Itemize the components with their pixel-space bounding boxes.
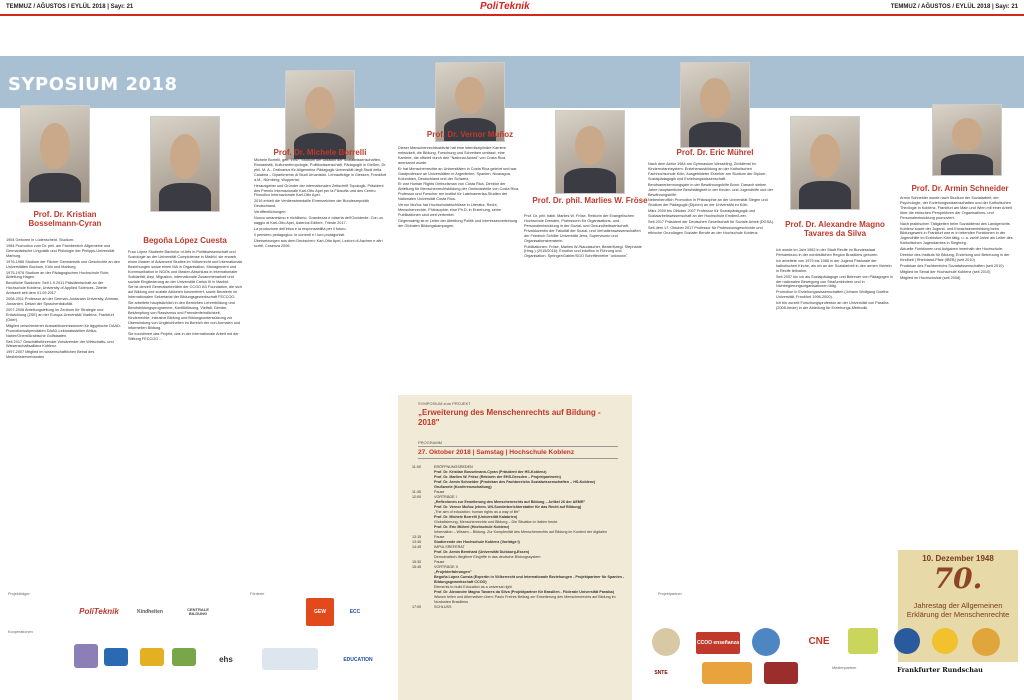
- program-time: [412, 575, 434, 585]
- logo-education: EDUCATION: [343, 656, 373, 663]
- program-description: Prof. Dr. Kristian Bosselmann-Cyran (Präsident der HS-Koblenz): [434, 469, 547, 474]
- logo-kindheiten: Kindheiten: [137, 608, 163, 615]
- speaker-photo: [555, 110, 625, 194]
- program-description: Prof. Dr. Vernor Muñoz (ehem. UN-Sonderberichterstatter für das Recht auf Bildung): [434, 504, 582, 509]
- logo-mark: [172, 648, 196, 666]
- program-description: Prof. Dr. Armin Bernhard (Universität Duisburg-Essen): [434, 549, 530, 554]
- logo-mark: [702, 662, 752, 684]
- program-row: [412, 605, 626, 610]
- program-time: 17:00: [412, 604, 422, 609]
- masthead-logo: PoliTeknik: [480, 1, 530, 12]
- speaker-bio: Prof. Dr. phil. habil. Marlies W. Fröse, Rektorin der Evangelischen Hochschule Dresden, Professorin für Organisations- und Personalentwicklung in der Sozial- und Gesundheitswirtschaft, Privatdozentin der Fakultät der Sozial- und Verhaltenswissenschaften der Friedrich Schiller Universität Jena, Supervisorin und Organisationsberaterin. Publikationen: Fröse, Marlies W./Naudascher, Beate/Kaegi, Stephanie (Hrsg.) (2015/2016): Emotion und Intuition in Führung und Organisation. Springer/Gabler/SGO Schriftenreihe "unknown".: [524, 214, 642, 259]
- partner-label: Projektpartner: [658, 592, 682, 596]
- program-time: 14:45: [412, 544, 422, 549]
- logo-gew: GEW: [306, 598, 334, 626]
- logo-ccoo: CCOO enseñanza: [696, 632, 740, 654]
- speaker-photo: [150, 116, 220, 212]
- program-time: [412, 595, 434, 605]
- logo-mark: [74, 644, 98, 668]
- logo-mark: [652, 628, 680, 656]
- logo-mark: [894, 628, 920, 654]
- logo-ehs: ehs: [219, 655, 233, 664]
- anniversary-number: 70.: [933, 562, 983, 595]
- program-description: ERÖFFNUNGSREDEN: [434, 465, 473, 469]
- banner: [0, 56, 1024, 108]
- speaker-bio: Ich wurde im Jahr 1962 in der Stadt Recife im Bundesstaat Pernambuco in der nordöstlichen Region Brasiliens geboren. Ich arbeitete von 1979 bis 1985 in der Jugend Pastorale der katholischen Kirche, als ich an der Sozialarbeit in den armen Vierteln in Recife teilnahm. Seit 2007 bin ich als Sozialpädagoge und Betreuer von Pädagogen in der nationalen Bewegung von Straßenkindern und in Nichtregierungsorganisationen tätig. Promotion in Erziehungswissenschaften (Johann Wolfgang Goethe Universität, Frankfurt 1996-2000). Ich bin zurzeit Forschungsprofessor an der Universität von Paraíba (2008-heute) in der Abteilung für Erziehungs-Methodik.: [776, 248, 893, 311]
- speaker-name: Begoña López Cuesta: [143, 236, 227, 245]
- program-description: SCHLUSS: [434, 604, 452, 609]
- program-row: [412, 595, 626, 605]
- program-time: 15:30: [412, 559, 422, 564]
- program-row: [412, 575, 626, 585]
- logo-mark: [848, 628, 878, 654]
- speaker-photo: [285, 70, 355, 160]
- program-description: VORTRÄGE I: [434, 494, 457, 499]
- program-time: 11:00: [412, 465, 421, 469]
- logo-cne: CNE: [808, 636, 830, 647]
- program-description: Elements to build Education as a universal right: [434, 584, 512, 589]
- speaker-bio: Nach dem Abitur 1984 am Gymnasium Wesseling, Zivildienst im Kindernotarztsystem. Erzieherausbildung an der Katholischen Fachhochschule Köln, Ausgebildeter Erzieher am Studium der Diplom-Sozialpädagogik und Erziehungswissenschaft. Berufsanerkennungsjahr in der Bewährungshilfe Bonn. Danach sieben Jahre hauptamtliche Berufstätigkeit in der Kinder- und Jugendhilfe und der Bewährungshilfe. Nebenberuflich Promotion in Philosophie an der Universität Siegen und Studium der Pädagogik (Diplom) an der Universität zu Köln. März 2000 bis Oktober 2007 Professor für Sozialpädagogik und Sozialarbeitswissenschaft an der Hochschule Emden/Leer. Seit 2017 Präsident der Deutschen Gesellschaft für Soziale Arbeit (DGSA). Seit dem 17. Oktober 2017 Professor für Professionsgeschichte und ethische Grundlagen Sozialer Berufe an der Hochschule Koblenz.: [648, 162, 774, 235]
- sponsor-label: Projektträger: [8, 592, 30, 596]
- speaker-name: Prof. Dr. Armin Schneider: [911, 184, 1009, 193]
- program-time: 15:45: [412, 564, 422, 569]
- speaker-photo: [20, 105, 90, 203]
- program-description: VORTRÄGE II: [434, 564, 458, 569]
- program-description: Prof. Dr. Michele Borrelli (Universität Kalabrien): [434, 514, 518, 519]
- media-label: Medienpartner: [832, 666, 857, 670]
- program-description: Prof. Dr. Armin Schneider (Prodekan des Fachbereichs Sozialwissenschaften – HS-Koblenz): [434, 479, 596, 484]
- logo-politeknik: PoliTeknik: [79, 607, 119, 616]
- program-description: Demokratisch-Illegitime Eingriffe in das deutsche Bildungssystem: [434, 554, 541, 559]
- program-date: 27. Oktober 2018 | Samstag | Hochschule Koblenz: [418, 446, 618, 459]
- page-header: [0, 0, 1024, 14]
- speaker-bio: Armin Schneider wurde nach Studium der Sozialarbeit, der Psychologie, der Erziehungswissenschaften und der Katholischen Theologie in Koblenz, Frankfurt am Main und Wien mit einer Arbeit über die ethischen Perspektiven der Organisations- und Personalentwicklung promoviert. Nach praktischen Tätigkeiten beim Sozialdienst des Landgerichts Koblenz sowie der Jugend- und Erwachsenenbildung beim Bildungswerk in Frankfurt war er in leitenden Funktionen in der Jugendhilfe im Erzbistum Köln tätig, u. a. zwölf Jahre als Leiter des Katholischen Jugendamtes in Siegburg. Aktuelle Funktionen und Aufgaben innerhalb der Hochschule: Direktor des Instituts für Bildung, Erziehung und Betreuung in der Kindheit | Rheinland-Pfalz (IBEB) (seit 2010) Prodekan des Fachbereichs Sozialwissenschaften (seit 2010) Mitglied im Senat der Hochschule Koblenz (seit 2010) Mitglied im Hochschulrat (seit 2008): [900, 196, 1013, 280]
- program-description: Pause: [434, 559, 445, 564]
- speaker-bio: Frau López Studierte Bachelor of Arts in Politikwissenschaft und Soziologie an der Universität Complutense in Madrid, sie erwarb einen Master of Advanced Studies im Völkerrecht und Internationale Beziehungen sowie einen MA in Organisation, Management und Kommunikation in NGOs und Master-Abschluss in internationaler Solidarität, Asyl, Migration, Internationale Zusammenarbeit und soziale Eingliederung an der Universität Carlos III in Madrid. Sie ist derzeit Generalsekretärin der CCOO AS Foundation, die sich auf Bildung und soziale Aktionen konzentriert, sowie Beraterin im Internationalen Sekretariat der Bildungsgewerkschaft FECCOO. Sie arbeitete hauptsächlich in den Bereichen Lehrerbildung und Berufsbildungsprogramme, Konfliktlösung, Vielfalt, Gender, Bekämpfung von Rassismus und Fremdenfeindlichkeit, Kinderrechte, inklusive Bildung und Bildungsunterstützung zur Überwindung von Ungleichheiten im Bereich der non-formalen und informellen Bildung. Sie koordiniert das Projekt, das in der Internationale Arbeit mit der Stiftung FECCOO ...: [128, 250, 243, 341]
- program-description: Prof. Dr. Eric Mührel (Hochschule Koblenz): [434, 524, 510, 529]
- program-time: 13:15: [412, 534, 422, 539]
- program-description: Pause: [434, 489, 445, 494]
- logo-snte: SNTE: [654, 669, 668, 676]
- anniversary-text: Jahrestag der Allgemeinen Erklärung der Menschenrechte: [906, 601, 1010, 619]
- program-time: 12:00: [412, 494, 422, 499]
- banner-title: SYPOSIUM 2018: [8, 74, 178, 95]
- speaker-name: Prof. Dr. Kristian Bosselmann-Cyran: [28, 210, 102, 229]
- header-rule: [0, 14, 1024, 16]
- program-title: „Erweiterung des Menschenrechts auf Bildung - 2018": [418, 408, 601, 427]
- logo-mark: [764, 662, 798, 684]
- logo-mark: [104, 648, 128, 666]
- program-description: Wissen teilen und Alternativen üben: Paulo Freires Beitrag zur Erweiterung des Menschenrechts auf Bildung im Nordosten Brasiliens: [434, 594, 616, 604]
- program-description: „Projekterfahrungen": [434, 569, 472, 574]
- program-description: Pause: [434, 534, 445, 539]
- speaker-photo: [932, 104, 1002, 176]
- logo-mark: [972, 628, 1000, 656]
- cooperation-label: Kooperationen: [8, 630, 33, 634]
- speaker-bio: 1954 Geboren in Lüdenscheid. Studium: 1984 Promotion zum Dr. phil. am Fachbereich Allgemeine und Germanistische Linguistik und Philologie der Philipps-Universität Marburg. 1976-1986 Studium der Fächer Germanistik und Geschichte an den Universitäten Bochum, Köln und Marburg. 1975-1976 Studium an der Pädagogischen Hochschule Ruhr, Abteilung Hagen. Berufliche Stationen: Seit 1.9.2011 Präsidentschaft an der Hochschule Koblenz, University of Applied Sciences. Zweite Amtszeit seit dem 01.09.2017 2008-2011 Professur an der German-Jordanian University, Amman, Jordanien. Dekan der Sprachenfakultät. 2007-2008 Abteilungsleitung im Zentrum für Strategie und Entwicklung (ZSE) an der Europa-Universität Viadrina, Frankfurt (Oder). Mitglied verschiedener Auswahlkommissionen für ägyptische DAAD-Promotionsstipendiaten DAAD-Lektoratsstellen Afrika-Naher/Orient/Arabische Golfstaaten. Seit 2017 Geschäftsführender Vorsitzender der Wirtschafts- und Wissenschaftsallianz Koblenz. 1997-2007 Mitglied im wissenschaftlichen Beirat des Medizinisterverbandes: [6, 238, 122, 360]
- speaker-name: Prof. Dr. phil. Marlies W. Fröse: [532, 196, 648, 205]
- logo-ecc: ECC: [349, 608, 361, 615]
- header-right-date: TEMMUZ / AĞUSTOS / EYLÜL 2018 | Sayı: 21: [890, 4, 1018, 10]
- logo-mark: [140, 648, 164, 666]
- partner-logos-left: [0, 592, 398, 700]
- program-description: Information – Wissen – Bildung. Zur Komplexität des Menschenrechts auf Bildung im Kontext der digitalen: [434, 529, 607, 534]
- program-description: Globalisierung, Menschenrechte und Bildung – Die Situation in Italien heute: [434, 519, 558, 524]
- logo-mark: [932, 628, 958, 654]
- logo-mark: [262, 648, 318, 670]
- program-description: „The aim of education: human rights as a way of life": [434, 509, 520, 514]
- logo-centrale: CENTRALE BILDUNG: [187, 607, 209, 616]
- program-description: Studierende der Hochschule Koblenz (Vorträge I): [434, 539, 520, 544]
- program-description: Prof. Dr. Marlies W. Fröse (Rektorin der EHS-Dresden – Projektpartnerin): [434, 474, 561, 479]
- program-description: „Reflexionen zur Erweiterung des Menschenrechts auf Bildung – Artikel 26 der AEMR": [434, 499, 586, 504]
- speaker-name: Prof. Dr. Vernor Muñoz: [426, 130, 514, 139]
- speaker-name: Prof. Dr. Michele Borrelli: [273, 148, 367, 157]
- program-description: Prof. Dr. Alexandre Magno Tavares da Silva (Projektpartner für Brasilien - Föderale Universität Paraíba): [434, 589, 614, 594]
- program-time: 11:45: [412, 489, 421, 494]
- program-description: Grußworte (Konferenzschaltung): [434, 484, 492, 489]
- program-subheading: PROGRAMM: [418, 440, 442, 445]
- speaker-bio: Michele Borrelli, geb. 1947, Studium der Didaktik der Sozialwissenschaften, Romanistik, Kulturanthropologie, Politikwissenschaft, Pädagogik in Gießen, Dr. phil. M. A., Ordinarius für Allgemeine Pädagogik Universität degli Studi della Calabria – Dipartimento di Studi Umanistici. Lehraufträge in Giessen, Frankfurt a.M., Nürnberg, Wuppertal. Herausgeber und Gründer der internationalen Zeitschrift Topologik. Präsident des Premio Internazionale Karl-Otto Apel per la Filosofia und des Centro Filosofico Internazionale Karl-Otto Apel. 2016 erhielt die Verdienstmedaille Ehrenzeichen der Bundesrepublik Deutschland. Veröffentlichungen: Nuovo umanesimo e nichilismo. Grandezza e miseria dell'Occidente. Con un saggio di Karl-Otto Apel, Asterios Editore, Trieste 2017. La produzione dell'etica e la responsabilità per il futuro. Il pensiero pedagogico: le correnti e i loro protagonisti. Übersetzungen aus dem Deutschen: Karl-Otto Apel, Lezioni di Aachen e altri scritti, Cosenza 2006.: [254, 158, 387, 248]
- program-description: IMPULSREFERAT: [434, 544, 465, 549]
- anniversary-date: 10. Dezember 1948: [922, 554, 994, 563]
- funder-label: Förderer: [250, 592, 265, 596]
- program-time: 13:45: [412, 539, 422, 544]
- logo-frankfurter-rundschau: Frankfurter Rundschau: [897, 665, 983, 674]
- logo-mark: [752, 628, 780, 656]
- program-box: [398, 395, 632, 700]
- program-description: Begoña López Cuesta (Expertin in Völkerrecht und Internationale Beziehungen - Projektpartner für Spanien - Bildungsgewerkschaft CCOO): [434, 574, 625, 584]
- speaker-photo: [680, 62, 750, 148]
- header-left-date: TEMMUZ / AĞUSTOS / EYLÜL 2018 | Sayı: 21: [6, 4, 134, 10]
- partner-logos-right: [632, 592, 1024, 700]
- speaker-name: Prof. Dr. Alexandre Magno Tavares da Silva: [785, 220, 885, 239]
- program-list: [412, 465, 626, 610]
- speaker-photo: [790, 116, 860, 210]
- speaker-bio: Dieser Menschenrechtsaktivist hat eine interdisziplinäre Karriere entwickelt, die Bildung, Forschung und Schreiben umfasst, eine Karriere, die offiziell durch den "National Award" von Costa Rica anerkannt wurde. Er hat Menschenrechte an Universitäten in Costa Rica gelehrt und war Gastprofessor an Universitäten in Argentinien, Spanien, Nicaragua, Kolumbien, Deutschland und der Schweiz. Er war Human Rights Ombudsman von Costa Rica, Direktor der Abteilung für Menschenrechtsbildung der Ombudsstelle von Costa Rica, Professor und Forscher am Institut für Lateinamerika-Studien der Nationalen Universität Costa Rica. Vernor Muñoz hat Hochschulabschlüsse in Literatur, Recht, Menschenrechte, Philosophie, eine Ph.D. in Erziehung, seine Publikationen sind weit verbreitet. Gegenwärtig ist er Leiter der Abteilung Politik und Interessenvertretung der Globalen Bildungskampagne.: [398, 146, 520, 228]
- program-label: SYMPOSIUM zum PROJEKT: [418, 401, 471, 406]
- speaker-name: Prof. Dr. Eric Mührel: [676, 148, 754, 157]
